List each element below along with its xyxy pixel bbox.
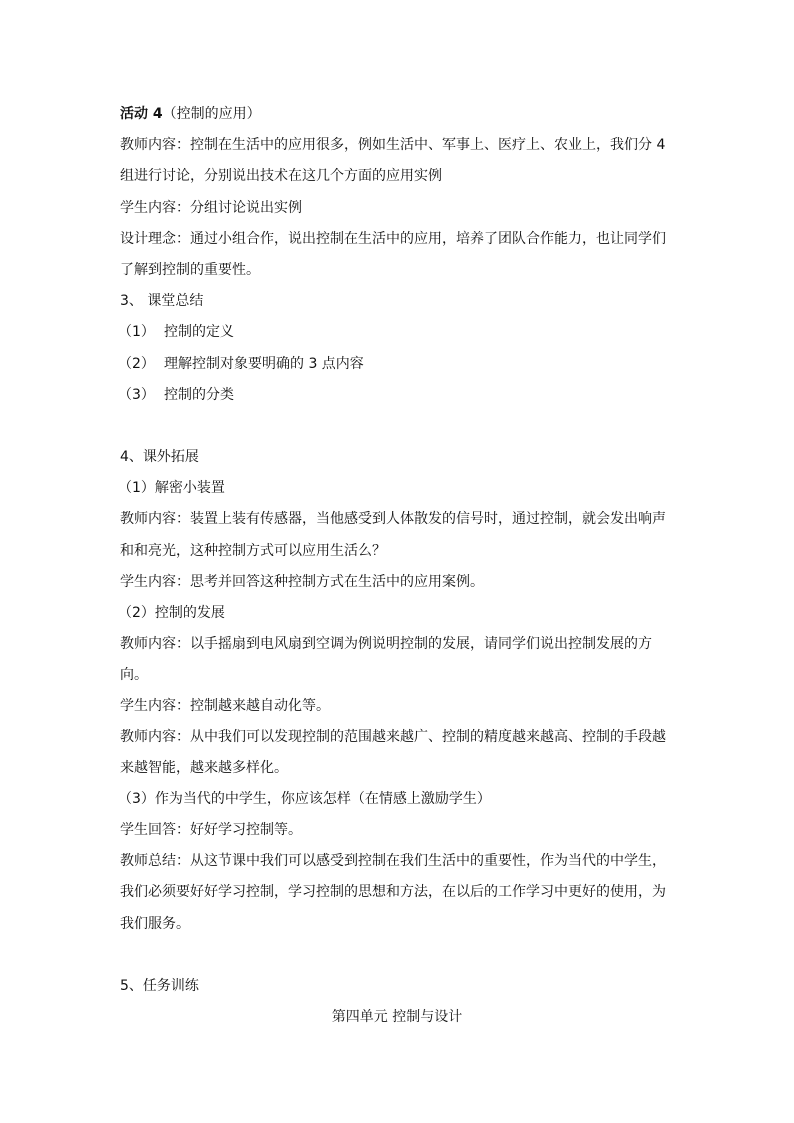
extension-sub-3-teacher-line-3: 我们服务。 [120, 916, 190, 932]
extension-sub-3-student: 学生回答：好好学习控制等。 [120, 822, 302, 838]
summary-item-3-text: 控制的分类 [164, 387, 234, 403]
extension-sub-3-teacher-line-2: 我们必须要好好学习控制，学习控制的思想和方法，在以后的工作学习中更好的使用，为 [120, 884, 666, 900]
activity-4-design-line-1: 设计理念：通过小组合作，说出控制在生活中的应用，培养了团队合作能力，也让同学们 [120, 231, 666, 247]
extension-sub-1-teacher-line-2: 和和亮光，这种控制方式可以应用生活么？ [120, 543, 386, 559]
summary-item-3-number: （3） [118, 387, 155, 403]
activity-4-student: 学生内容：分组讨论说出实例 [120, 200, 302, 216]
summary-item-2-text: 理解控制对象要明确的 3 点内容 [164, 356, 364, 372]
extension-sub-1: （1）解密小装置 [118, 480, 225, 496]
activity-4-title: 活动 4 [120, 106, 163, 122]
activity-4-title-suffix: （控制的应用） [162, 106, 261, 122]
extension-sub-1-student: 学生内容：思考并回答这种控制方式在生活中的应用案例。 [120, 574, 484, 590]
extension-sub-2-teacher-line-2: 向。 [120, 667, 148, 683]
extension-sub-2-teacher-line-1: 教师内容：以手摇扇到电风扇到空调为例说明控制的发展，请同学们说出控制发展的方 [120, 636, 652, 652]
extension-sub-3: （3）作为当代的中学生，你应该怎样（在情感上激励学生） [118, 791, 491, 807]
activity-4-heading [120, 104, 680, 124]
extension-sub-3-teacher-line-1: 教师总结：从这节课中我们可以感受到控制在我们生活中的重要性，作为当代的中学生， [120, 853, 666, 869]
task-heading: 5、任务训练 [120, 978, 199, 994]
summary-item-3 [118, 385, 678, 405]
extension-sub-2-teacher-2-line-1: 教师内容：从中我们可以发现控制的范围越来越广、控制的精度越来越高、控制的手段越 [120, 729, 666, 745]
activity-4-design-line-2: 了解到控制的重要性。 [120, 262, 260, 278]
summary-item-2-number: （2） [118, 356, 155, 372]
extension-heading: 4、课外拓展 [120, 449, 199, 465]
unit-title: 第四单元 控制与设计 [331, 1009, 463, 1025]
summary-item-1-text: 控制的定义 [164, 324, 234, 340]
activity-4-teacher-line-1: 教师内容：控制在生活中的应用很多，例如生活中、军事上、医疗上、农业上，我们分 4 [120, 137, 666, 153]
summary-item-2 [118, 354, 678, 374]
summary-heading: 3、 课堂总结 [120, 293, 204, 309]
summary-item-1 [118, 322, 678, 342]
extension-sub-2-student: 学生内容：控制越来越自动化等。 [120, 698, 330, 714]
extension-sub-1-teacher-line-1: 教师内容：装置上装有传感器，当他感受到人体散发的信号时，通过控制，就会发出响声 [120, 511, 666, 527]
extension-sub-2-teacher-2-line-2: 来越智能，越来越多样化。 [120, 760, 288, 776]
activity-4-teacher-line-2: 组进行讨论，分别说出技术在这几个方面的应用实例 [120, 168, 442, 184]
extension-sub-2: （2）控制的发展 [118, 605, 225, 621]
summary-item-1-number: （1） [118, 324, 155, 340]
